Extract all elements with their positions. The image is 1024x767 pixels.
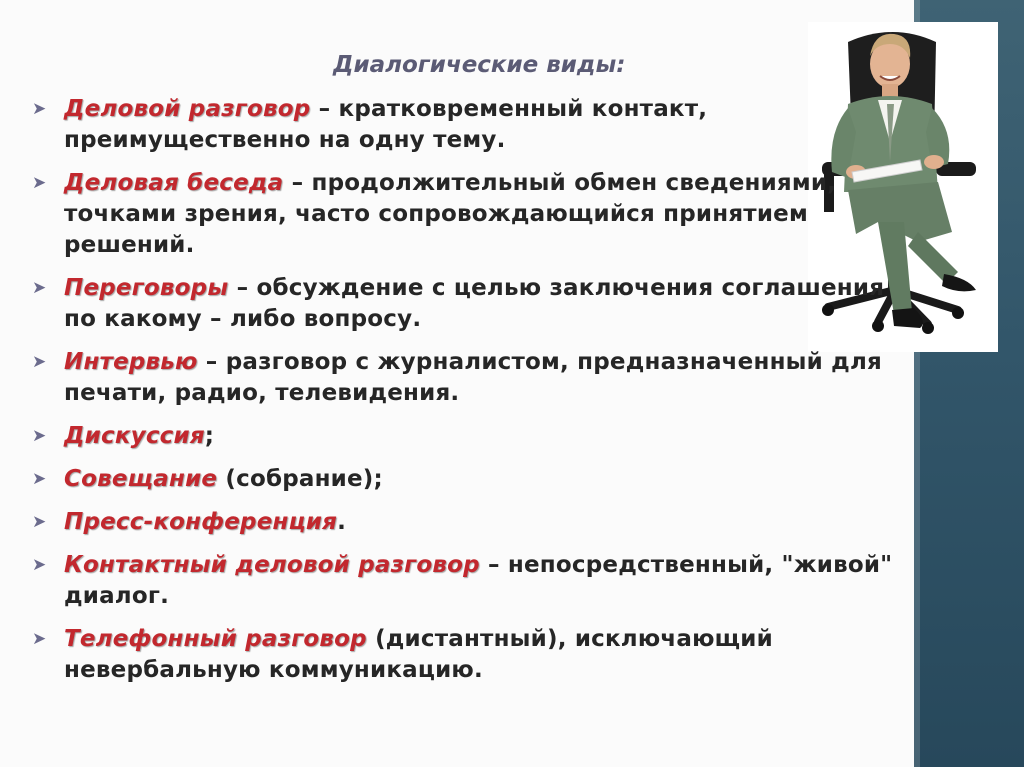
chevron-right-icon: ➤ — [32, 512, 47, 532]
list-item — [32, 507, 912, 538]
term: Совещание — [64, 466, 218, 492]
definition: ; — [204, 423, 215, 449]
chevron-right-icon: ➤ — [32, 555, 47, 575]
chevron-right-icon: ➤ — [32, 469, 47, 489]
term: Деловой разговор — [64, 96, 311, 122]
definition: (дистантный), исключающий невербальную коммуникацию. — [64, 626, 773, 683]
list-item — [32, 168, 912, 261]
definition: – продолжительный обмен сведениями, точками зрения, часто сопровождающийся принятием решений. — [64, 170, 837, 258]
list-item — [32, 550, 912, 612]
term: Деловая беседа — [64, 170, 284, 196]
chevron-right-icon: ➤ — [32, 352, 47, 372]
list-item — [32, 464, 912, 495]
definition: – разговор с журналистом, предназначенный для печати, радио, телевидения. — [64, 349, 882, 406]
definition: . — [337, 509, 347, 535]
term: Интервью — [64, 349, 198, 375]
chevron-right-icon: ➤ — [32, 629, 47, 649]
definition: – обсуждение с целью заключения соглашения по какому – либо вопросу. — [64, 275, 885, 332]
term: Дискуссия — [64, 423, 205, 449]
dialog-types-list — [32, 94, 912, 698]
list-item — [32, 273, 912, 335]
list-item — [32, 624, 912, 686]
chevron-right-icon: ➤ — [32, 99, 47, 119]
definition: – непосредственный, "живой" диалог. — [64, 552, 893, 609]
term: Пресс-конференция — [64, 509, 338, 535]
term: Контактный деловой разговор — [64, 552, 480, 578]
term: Телефонный разговор — [64, 626, 367, 652]
term: Переговоры — [64, 275, 229, 301]
list-item — [32, 421, 912, 452]
definition: – кратковременный контакт, преимущественно на одну тему. — [64, 96, 708, 153]
definition: (собрание); — [217, 466, 383, 492]
list-item — [32, 347, 912, 409]
slide-title: Диалогические виды: — [333, 52, 626, 78]
chevron-right-icon: ➤ — [32, 173, 47, 193]
list-item — [32, 94, 912, 156]
chevron-right-icon: ➤ — [32, 426, 47, 446]
chevron-right-icon: ➤ — [32, 278, 47, 298]
